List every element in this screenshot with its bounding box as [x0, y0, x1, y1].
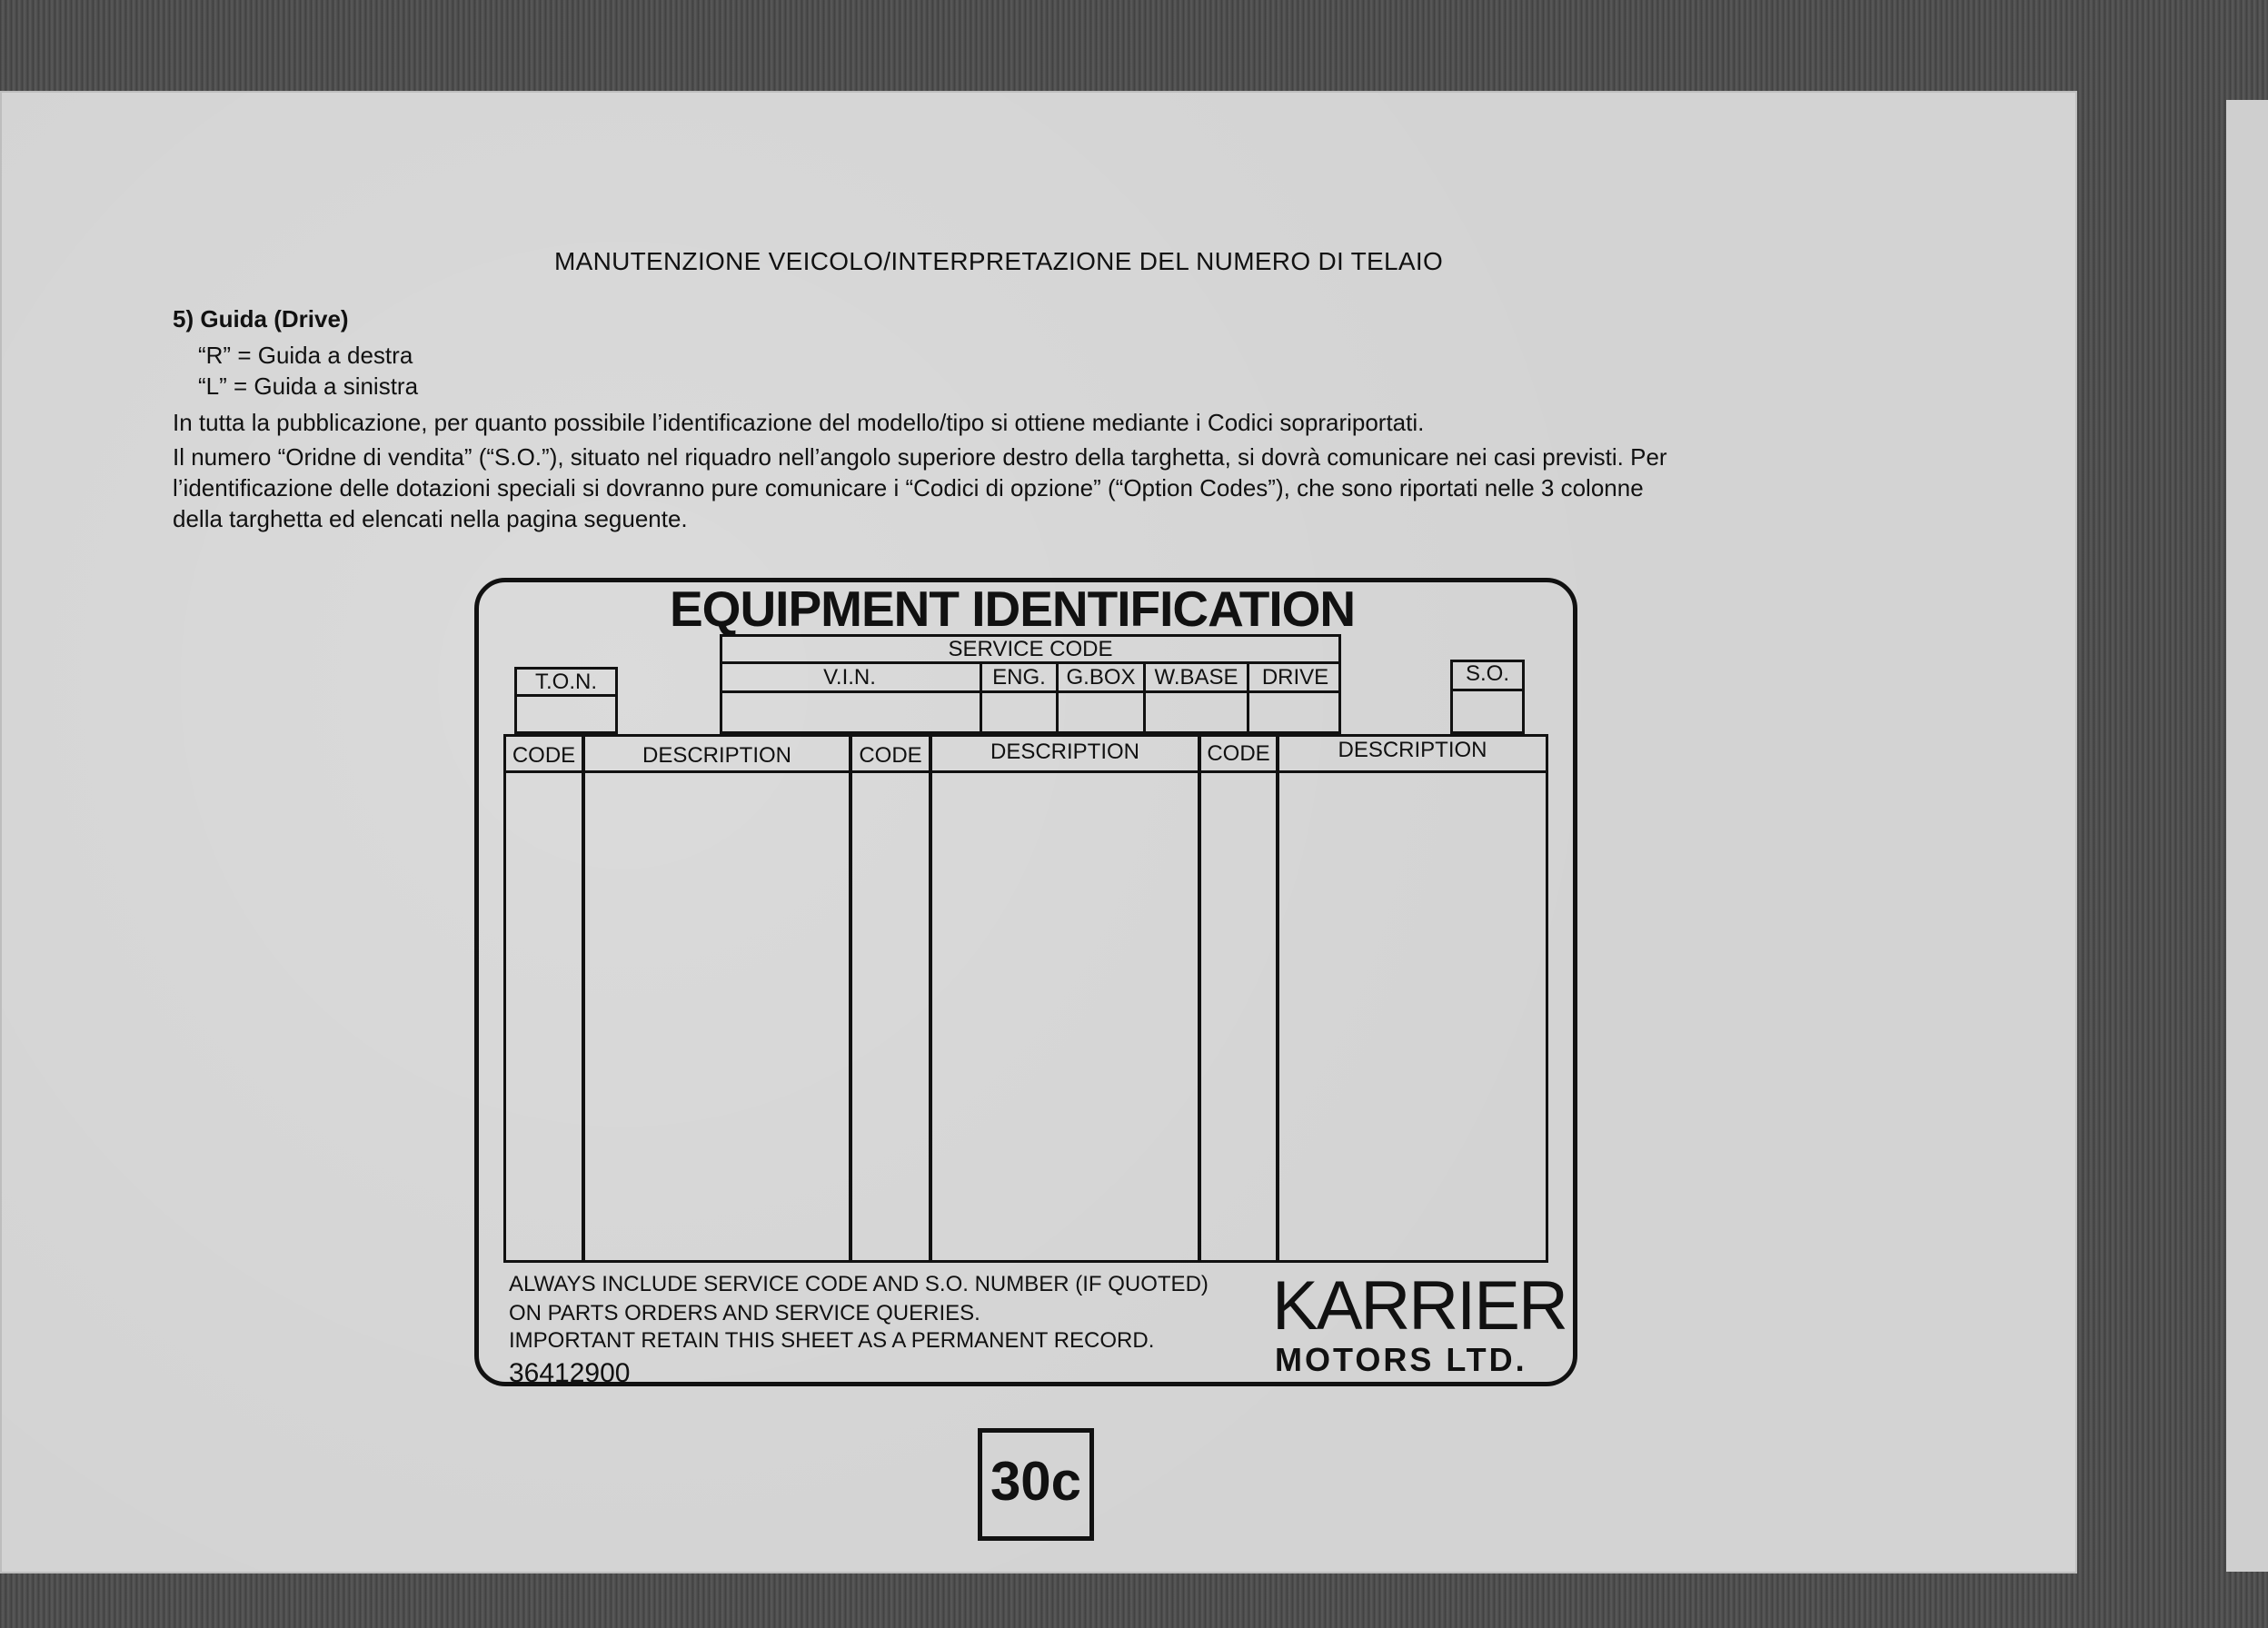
column-divider — [1198, 734, 1201, 1263]
paragraph-line: della targhetta ed elencati nella pagina seguente. — [173, 505, 688, 532]
code-header-3: CODE — [1207, 741, 1270, 766]
paragraph-line: l’identificazione delle dotazioni speciali si dovranno pure comunicare i “Codici di opzione” (“Option Codes”), che sono riportati nelle 3 colonne — [173, 474, 1644, 501]
description-header-3: DESCRIPTION — [1338, 738, 1487, 762]
divider — [1450, 689, 1525, 691]
plate-note: IMPORTANT RETAIN THIS SHEET AS A PERMANENT RECORD. — [509, 1328, 1155, 1353]
option-codes-table — [503, 734, 1548, 1263]
drive-label: DRIVE — [1261, 665, 1329, 690]
so-label: S.O. — [1465, 661, 1509, 686]
plate-part-number: 36412900 — [509, 1358, 631, 1388]
page-number: 30c — [990, 1451, 1082, 1512]
column-divider — [582, 734, 585, 1263]
plate-note: ALWAYS INCLUDE SERVICE CODE AND S.O. NUMBER (IF QUOTED) — [509, 1272, 1209, 1296]
code-header-2: CODE — [859, 743, 922, 768]
column-divider — [849, 734, 852, 1263]
brand-subtitle: MOTORS LTD. — [1275, 1341, 1527, 1378]
drive-right-line: “R” = Guida a destra — [198, 342, 413, 369]
plate-note: ON PARTS ORDERS AND SERVICE QUERIES. — [509, 1301, 980, 1325]
drive-left-line: “L” = Guida a sinistra — [198, 372, 419, 400]
code-header-1: CODE — [512, 743, 576, 768]
table-header-divider — [503, 770, 1548, 773]
column-divider — [1276, 734, 1279, 1263]
description-header-2: DESCRIPTION — [990, 740, 1139, 764]
service-code-label: SERVICE CODE — [948, 637, 1113, 661]
page-heading: MANUTENZIONE VEICOLO/INTERPRETAZIONE DEL NUMERO DI TELAIO — [554, 247, 1444, 275]
plate-title: EQUIPMENT IDENTIFICATION — [670, 581, 1356, 637]
wbase-label: W.BASE — [1154, 665, 1238, 690]
section-title: 5) Guida (Drive) — [173, 305, 349, 333]
vin-label: V.I.N. — [823, 665, 876, 690]
ton-label: T.O.N. — [534, 670, 597, 694]
brand-logo: KARRIER — [1272, 1267, 1567, 1345]
description-header-1: DESCRIPTION — [642, 743, 791, 768]
eng-label: ENG. — [992, 665, 1046, 690]
gbox-label: G.BOX — [1066, 665, 1136, 690]
paragraph-line: In tutta la pubblicazione, per quanto possibile l’identificazione del modello/tipo si ottiene mediante i Codici soprariportati. — [173, 409, 1425, 436]
paragraph-line: Il numero “Oridne di vendita” (“S.O.”), situato nel riquadro nell’angolo superiore destro della targhetta, si dovrà comunicare nei casi previsti. Per — [173, 443, 1667, 471]
column-divider — [929, 734, 932, 1263]
adjacent-page-edge — [2226, 100, 2268, 1572]
